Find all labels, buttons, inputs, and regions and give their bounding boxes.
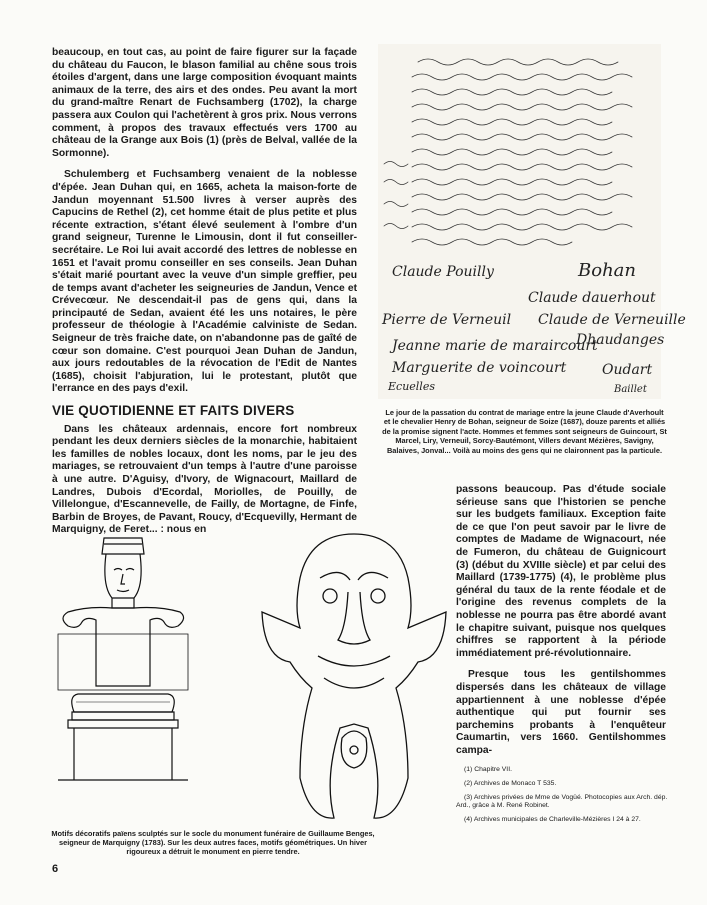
section-heading: VIE QUOTIDIENNE ET FAITS DIVERS xyxy=(52,403,295,419)
paragraph-faucon: beaucoup, en tout cas, au point de faire figurer sur la façade du château du Faucon, le blason familial au chêne sous trois étoiles d'argent, dans une large composition évoquant maints animaux de la terre, des airs et des ondes. Peu avant la mort du grand-maître Renart de Fuchsamberg (1702), la charge passera aux Coulon qui l'achetèrent à gros prix. Nous verrons comment, à propos des travaux effectués vers 1700 au château de la Grange aux Bois (1) (près de Belval, vallée de la Sormonne). xyxy=(52,47,357,159)
footnotes xyxy=(456,766,668,830)
footnote: (1) Chapitre VII. xyxy=(464,766,512,773)
signature: Oudart xyxy=(602,362,653,378)
signature: Marguerite de voincourt xyxy=(392,360,567,376)
paragraph-chateaux: Dans les châteaux ardennais, encore fort nombreux pendant les deux derniers siècles de la monarchie, habitaient les familles de nobles locaux, dont les noms, par le jeu des mariages, se retrouvaient d'un temps à l'autre d'une paroisse à une autre. D'Aguisy, d'Ivory, de Wignacourt, Maillard de Landres, Dubois d'Ecordal, Moriolles, de Pouilly, de Villelongue, d'Escannevelle, de Failly, de Mortagne, de Finfe, Barbin de Broyes, de Pavant, Roucy, d'Ecquevilly, Hermant de Marquigny, de Feret... : nous en xyxy=(52,423,357,536)
manuscript-illustration xyxy=(378,44,686,399)
manuscript-image xyxy=(378,44,686,399)
signature: Pierre de Verneuil xyxy=(382,312,512,328)
carved-bust-drawing xyxy=(38,536,208,786)
mask-drawing xyxy=(258,528,450,828)
signature: Baillet xyxy=(614,384,647,395)
signature: Claude dauerhout xyxy=(528,290,656,306)
right-column xyxy=(456,484,666,766)
signature: Claude de Verneuille xyxy=(538,312,686,328)
drawing-caption: Motifs décoratifs païens sculptés sur le socle du monument funéraire de Guillaume Benges, seigneur de Marquigny (1783). Sur les deux autres faces, motifs géométriques. Un hiver rigoureux a détruit le monument en pierre tendre. xyxy=(51,829,375,857)
page-number: 6 xyxy=(52,863,59,875)
footnote: (4) Archives municipales de Charleville-Mézières I 24 à 27. xyxy=(464,816,641,824)
footnote: (3) Archives privées de Mme de Vogüé. Photocopies aux Arch. dép. Ard., grâce à M. René Robinet. xyxy=(456,793,668,810)
signature: Ecuelles xyxy=(388,380,435,393)
signature: Dhaudanges xyxy=(576,332,665,348)
left-column xyxy=(52,47,357,546)
paragraph-budgets: passons beaucoup. Pas d'étude sociale sérieuse sans que l'historien se penche sur les budgets familiaux. Exception faite de ce que l'on peut savoir par le livre de comptes de Madame de Wignacourt, née de Fumeron, du château de Guignicourt (3) (début du XVIIIe siècle) et par celui des Maillard (1739-1775) (4), le problème plus général du taux de la rente féodale et de l'origine des revenus complets de la noblesse ne pourra pas être abordé avant le chapitre suivant, puisque nos quelques chiffres se rapportent à la période immédiatement pré-révolutionnaire. xyxy=(456,484,666,659)
grotesque-mask-illustration xyxy=(258,528,450,828)
paragraph-gentilshommes: Presque tous les gentilshommes dispersés dans les châteaux de village appartiennent à une noblesse d'épée authentique qui put fournir ses parchemins probants à l'enquêteur Caumartin, vers 1660. Gentilshommes campa- xyxy=(456,669,666,756)
paragraph-duhan: Schulemberg et Fuchsamberg venaient de la noblesse d'épée. Jean Duhan qui, en 1665, acheta la maison-forte de Jandun moyennant 51.500 livres à verser auprès des Capucins de Rethel (2), cet homme était de plus petite et plus récente extraction, s'étant élevé seulement à l'ombre d'un grand seigneur, Turenne le Limousin, dont il fut conseiller-secrétaire. Le Roi lui avait accordé des lettres de noblesse en 1651 et l'avait promu conseiller en ses conseils. Jean Duhan s'était marié pourtant avec la veuve d'un simple greffier, peu de temps avant d'acheter les seigneuries de Jandun, Vence et Crévecœur. Ne descendait-il pas de gens qui, dans la principauté de Sedan, avaient été les uns notaires, le père professeur de théologie à l'Académie calviniste de Sedan. Seigneur de très fraiche date, on n'abandonne pas de gaîté de cœur son domaine. C'est pourquoi Jean Duhan de Jandun, aux jours redoutables de la révocation de l'Edit de Nantes (1685), choisit l'abjuration, lui le protestant, plutôt que l'errance en des pays d'exil. xyxy=(52,169,357,395)
bust-pedestal-illustration xyxy=(38,536,208,786)
footnote: (2) Archives de Monaco T 535. xyxy=(464,779,557,787)
manuscript-caption: Le jour de la passation du contrat de mariage entre la jeune Claude d'Averhoult et le chevalier Henry de Bohan, seigneur de Soize (1687), douze parents et alliés de la promise signent l'acte. Hommes et femmes sont seigneurs de Guincourt, St Marcel, Liry, Verneuil, Sorcy-Bautémont, Villers devant Mézières, Savigny, Balaives, Jonval... Voilà au moins des gens qui ne claironnent pas la particule. xyxy=(382,408,667,455)
signature: Bohan xyxy=(578,260,636,281)
signature: Jeanne marie de maraircourt xyxy=(392,338,598,354)
signature: Claude Pouilly xyxy=(392,264,494,280)
